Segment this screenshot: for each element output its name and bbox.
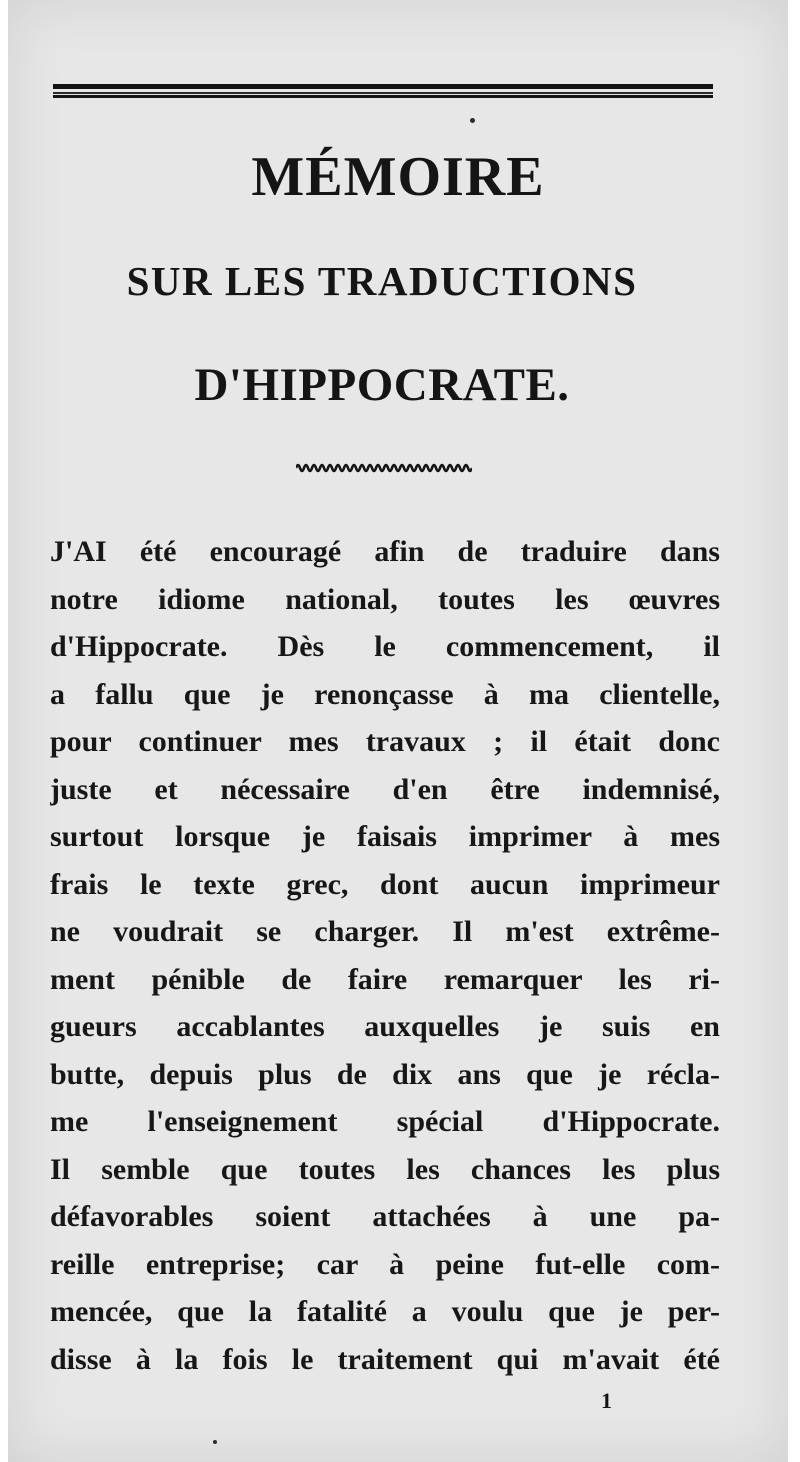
body-line: gueurs accablantes auxquelles je suis en (50, 1010, 720, 1043)
page-title: MÉMOIRE (251, 146, 545, 208)
body-line: frais le texte grec, dont aucun imprimeur (50, 867, 720, 901)
ink-speck (213, 1440, 217, 1444)
body-line: reille entreprise; car à peine fut-elle com- (50, 1247, 720, 1281)
book-page (8, 0, 788, 1462)
page-subtitle-author: D'HIPPOCRATE. (194, 359, 570, 411)
ink-speck (470, 118, 475, 123)
body-line: ne voudrait se charger. Il m'est extrême- (50, 915, 720, 948)
page-subtitle: SUR LES TRADUCTIONS (126, 258, 638, 304)
body-line: me l'enseignement spécial d'Hippocrate. (50, 1105, 720, 1138)
body-text (50, 528, 720, 1383)
body-line: Il semble que toutes les chances les plus (50, 1152, 720, 1186)
body-line: butte, depuis plus de dix ans que je récla- (50, 1057, 720, 1091)
header-rule-inner-line (53, 92, 713, 94)
body-line: notre idiome national, toutes les œuvres (50, 582, 720, 616)
ornament-divider (296, 462, 472, 474)
signature-mark: 1 (601, 1388, 612, 1413)
body-line: pour continuer mes travaux ; il était donc (50, 725, 720, 758)
body-line: a fallu que je renonçasse à ma clientelle, (50, 677, 720, 711)
body-line: J'AI été encouragé afin de traduire dans (50, 535, 720, 568)
body-line: juste et nécessaire d'en être indemnisé, (50, 772, 720, 806)
body-line: d'Hippocrate. Dès le commencement, il (50, 630, 720, 663)
body-line: ment pénible de faire remarquer les ri- (50, 962, 720, 996)
body-line: défavorables soient attachées à une pa- (50, 1200, 720, 1233)
header-double-rule (53, 84, 713, 98)
body-line: mencée, que la fatalité a voulu que je per- (50, 1295, 720, 1328)
ornament-wave (296, 465, 472, 471)
body-line: surtout lorsque je faisais imprimer à mes (50, 820, 720, 853)
body-line: disse à la fois le traitement qui m'avait été (50, 1342, 720, 1376)
